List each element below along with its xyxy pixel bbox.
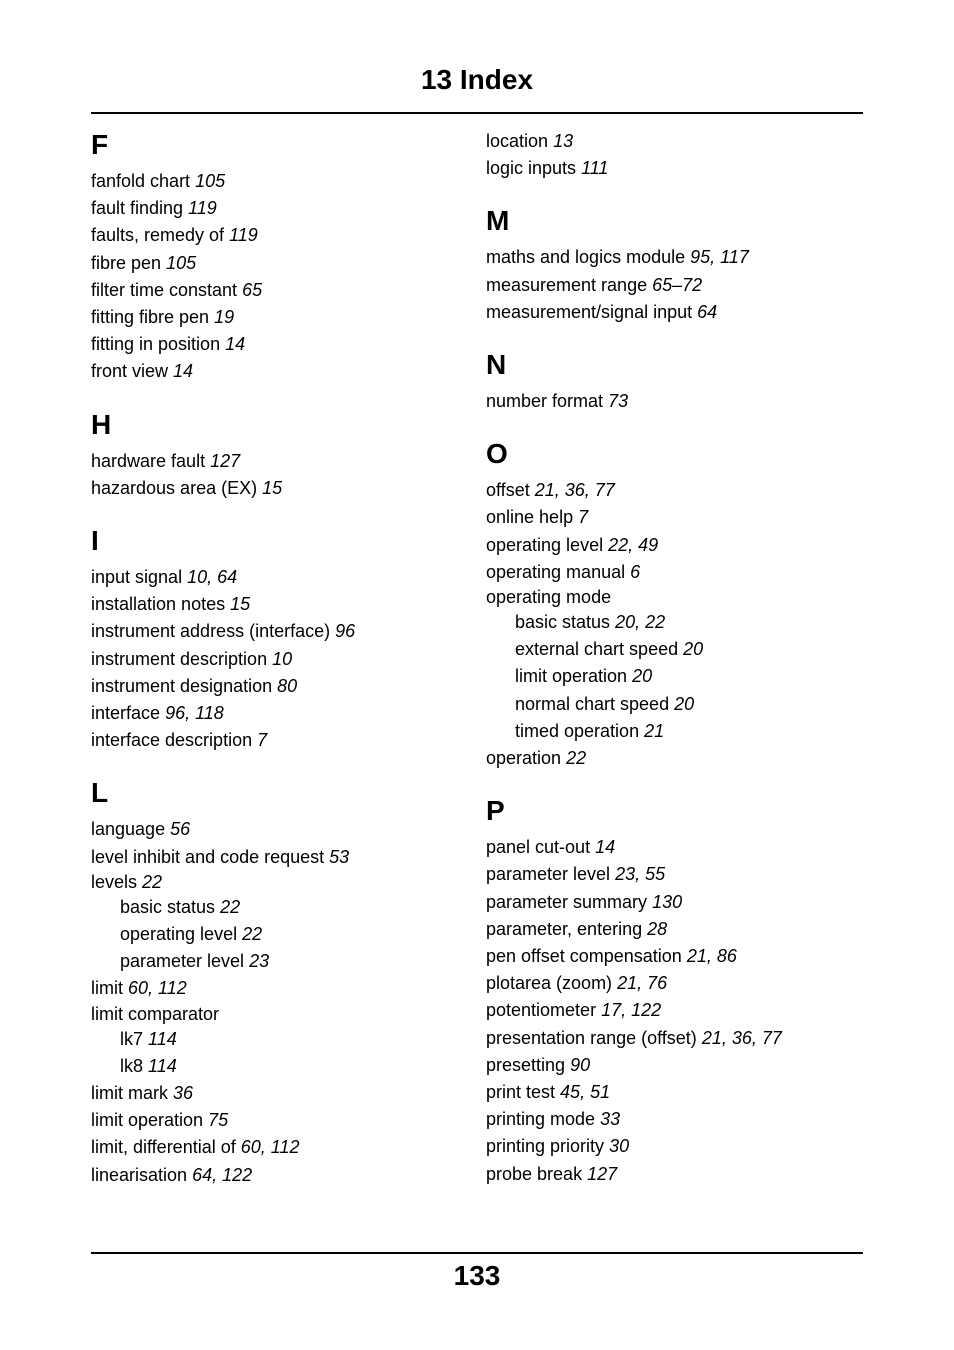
entry-term: linearisation bbox=[91, 1164, 188, 1185]
entry-term: installation notes bbox=[91, 594, 226, 615]
index-entry bbox=[486, 834, 886, 861]
index-entry bbox=[486, 889, 886, 916]
entry-page-refs: 7 bbox=[257, 730, 268, 751]
entry-term: filter time constant bbox=[91, 279, 238, 300]
entry-page-refs: 56 bbox=[170, 819, 191, 840]
index-entry bbox=[91, 1003, 461, 1026]
index-entry bbox=[91, 673, 461, 700]
entry-term: offset bbox=[486, 480, 530, 501]
entry-term: operating manual bbox=[486, 561, 626, 582]
entry-term: online help bbox=[486, 507, 574, 528]
entry-page-refs: 22 bbox=[142, 871, 163, 892]
entry-term: lk8 bbox=[120, 1055, 144, 1076]
index-entry bbox=[91, 331, 461, 358]
section-letter: I bbox=[91, 525, 99, 557]
index-subentry bbox=[486, 691, 886, 718]
index-entry bbox=[486, 1079, 886, 1106]
index-subentry bbox=[486, 609, 886, 636]
index-entry bbox=[486, 504, 886, 531]
footer-divider bbox=[91, 1252, 863, 1254]
entry-term: level inhibit and code request bbox=[91, 846, 325, 867]
index-entry bbox=[91, 277, 461, 304]
entry-term: location bbox=[486, 131, 549, 151]
index-section-l bbox=[91, 776, 461, 1188]
entry-term: basic status bbox=[515, 612, 611, 633]
entry-page-refs: 114 bbox=[148, 1055, 177, 1076]
index-entry bbox=[486, 155, 886, 182]
entry-page-refs: 21, 36, 77 bbox=[701, 1027, 782, 1048]
entry-page-refs: 45, 51 bbox=[560, 1082, 611, 1103]
index-entry bbox=[486, 244, 886, 271]
entry-term: parameter summary bbox=[486, 891, 648, 912]
entry-page-refs: 96, 118 bbox=[165, 703, 224, 724]
index-subentry bbox=[91, 1053, 461, 1080]
entry-term: printing priority bbox=[486, 1136, 605, 1157]
index-column-right bbox=[486, 128, 886, 1210]
entry-term: hazardous area (EX) bbox=[91, 477, 258, 498]
entry-page-refs: 114 bbox=[148, 1028, 177, 1049]
entry-term: fanfold chart bbox=[91, 171, 191, 191]
entry-term: basic status bbox=[120, 896, 216, 917]
index-entry bbox=[91, 222, 461, 249]
index-entry bbox=[486, 997, 886, 1024]
index-subentry bbox=[91, 1026, 461, 1053]
entry-term: limit, differential of bbox=[91, 1137, 236, 1158]
index-entry bbox=[486, 477, 886, 504]
entry-page-refs: 7 bbox=[578, 507, 589, 528]
entry-term: fault finding bbox=[91, 198, 184, 219]
entry-page-refs: 20 bbox=[674, 693, 695, 714]
page-title: 13 Index bbox=[420, 64, 534, 95]
entry-term: levels bbox=[91, 871, 138, 892]
index-entry bbox=[486, 388, 886, 415]
entry-page-refs: 64 bbox=[697, 301, 718, 322]
index-subentry bbox=[486, 636, 886, 663]
section-letter: F bbox=[91, 129, 109, 160]
index-entry bbox=[91, 1107, 461, 1134]
entry-term: parameter level bbox=[120, 951, 245, 972]
index-entry bbox=[486, 916, 886, 943]
entry-page-refs: 14 bbox=[225, 334, 246, 355]
entry-term: instrument description bbox=[91, 648, 268, 669]
entry-term: print test bbox=[486, 1082, 556, 1103]
entry-page-refs: 65–72 bbox=[652, 274, 703, 295]
entry-term: limit comparator bbox=[91, 1003, 220, 1024]
entry-term: probe break bbox=[486, 1163, 583, 1184]
entry-term: instrument designation bbox=[91, 675, 273, 696]
entry-term: limit operation bbox=[515, 666, 628, 687]
entry-term: limit operation bbox=[91, 1110, 204, 1131]
section-letter: O bbox=[486, 438, 508, 470]
index-entry bbox=[486, 559, 886, 586]
index-entry bbox=[91, 646, 461, 673]
index-entry bbox=[486, 586, 886, 609]
index-entry bbox=[486, 1133, 886, 1160]
index-entry bbox=[486, 745, 886, 772]
section-letter: L bbox=[91, 777, 109, 809]
entry-term: parameter level bbox=[486, 864, 611, 885]
entry-page-refs: 22, 49 bbox=[608, 534, 659, 555]
entry-term: fitting fibre pen bbox=[91, 307, 210, 328]
index-entry bbox=[91, 1134, 461, 1161]
section-letter: P bbox=[486, 795, 505, 827]
entry-term: normal chart speed bbox=[515, 693, 670, 714]
entry-page-refs: 90 bbox=[570, 1054, 591, 1075]
entry-page-refs: 15 bbox=[230, 594, 251, 615]
entry-page-refs: 28 bbox=[647, 918, 668, 939]
index-entry bbox=[486, 272, 886, 299]
entry-page-refs: 20 bbox=[683, 639, 704, 660]
index-entry bbox=[91, 250, 461, 277]
entry-page-refs: 6 bbox=[630, 561, 641, 582]
entry-page-refs: 127 bbox=[587, 1163, 618, 1184]
entry-term: logic inputs bbox=[486, 158, 577, 179]
entry-page-refs: 119 bbox=[188, 198, 217, 219]
index-entry bbox=[91, 871, 461, 894]
entry-page-refs: 23, 55 bbox=[615, 864, 666, 885]
entry-page-refs: 20 bbox=[632, 666, 653, 687]
entry-term: hardware fault bbox=[91, 450, 206, 471]
index-entry bbox=[486, 299, 886, 326]
index-subentry bbox=[486, 718, 886, 745]
entry-term: operating level bbox=[486, 534, 604, 555]
entry-term: maths and logics module bbox=[486, 247, 686, 268]
entry-page-refs: 105 bbox=[166, 252, 197, 273]
entry-page-refs: 10, 64 bbox=[187, 567, 238, 588]
entry-page-refs: 105 bbox=[195, 171, 226, 191]
entry-term: potentiometer bbox=[486, 1000, 597, 1021]
index-entry bbox=[486, 1106, 886, 1133]
entry-term: interface description bbox=[91, 730, 253, 751]
entry-page-refs: 22 bbox=[220, 896, 241, 917]
entry-page-refs: 22 bbox=[566, 748, 587, 769]
index-subentry bbox=[91, 921, 461, 948]
index-section-m bbox=[486, 204, 886, 326]
entry-term: interface bbox=[91, 703, 161, 724]
index-entry bbox=[91, 591, 461, 618]
entry-term: panel cut-out bbox=[486, 837, 591, 858]
entry-term: timed operation bbox=[515, 720, 640, 741]
index-entry bbox=[91, 448, 461, 475]
entry-page-refs: 15 bbox=[262, 477, 283, 498]
index-entry bbox=[91, 975, 461, 1002]
entry-page-refs: 33 bbox=[600, 1109, 621, 1130]
entry-page-refs: 14 bbox=[173, 361, 194, 382]
entry-page-refs: 13 bbox=[553, 131, 574, 151]
entry-page-refs: 14 bbox=[595, 837, 616, 858]
entry-term: fibre pen bbox=[91, 252, 162, 273]
entry-term: language bbox=[91, 819, 166, 840]
entry-term: operating mode bbox=[486, 587, 612, 608]
index-subentry bbox=[91, 894, 461, 921]
section-letter: M bbox=[486, 205, 510, 237]
index-section-n bbox=[486, 348, 886, 415]
entry-term: faults, remedy of bbox=[91, 225, 225, 246]
index-entry bbox=[91, 618, 461, 645]
entry-page-refs: 119 bbox=[229, 225, 258, 246]
index-entry bbox=[91, 358, 461, 385]
index-section-p bbox=[486, 794, 886, 1188]
entry-page-refs: 23 bbox=[249, 951, 270, 972]
entry-page-refs: 20, 22 bbox=[615, 612, 666, 633]
entry-term: lk7 bbox=[120, 1028, 144, 1049]
index-entry bbox=[91, 816, 461, 843]
entry-page-refs: 21, 36, 77 bbox=[534, 480, 615, 501]
index-entry bbox=[91, 564, 461, 591]
entry-term: measurement range bbox=[486, 274, 648, 295]
entry-page-refs: 10 bbox=[272, 648, 293, 669]
entry-page-refs: 95, 117 bbox=[690, 247, 749, 268]
entry-page-refs: 75 bbox=[208, 1110, 229, 1131]
entry-term: plotarea (zoom) bbox=[486, 973, 613, 994]
entry-term: operation bbox=[486, 748, 562, 769]
index-section-o bbox=[486, 437, 886, 772]
index-entry bbox=[486, 1052, 886, 1079]
index-entry bbox=[91, 727, 461, 754]
index-entry bbox=[91, 844, 461, 871]
entry-term: presetting bbox=[486, 1054, 566, 1075]
index-entry bbox=[91, 1080, 461, 1107]
entry-page-refs: 21, 86 bbox=[686, 946, 737, 967]
entry-page-refs: 36 bbox=[173, 1083, 194, 1104]
index-section-h bbox=[91, 408, 461, 502]
index-entry bbox=[486, 970, 886, 997]
entry-term: parameter, entering bbox=[486, 918, 643, 939]
index-entry bbox=[91, 168, 461, 195]
index-entry bbox=[91, 1162, 461, 1189]
index-entry bbox=[486, 943, 886, 970]
entry-page-refs: 21 bbox=[644, 720, 665, 741]
entry-page-refs: 111 bbox=[581, 158, 609, 179]
index-column-left bbox=[91, 128, 461, 1211]
index-section-f bbox=[91, 128, 461, 386]
entry-term: front view bbox=[91, 361, 169, 382]
entry-page-refs: 127 bbox=[210, 450, 241, 471]
index-section-i bbox=[91, 524, 461, 754]
entry-term: printing mode bbox=[486, 1109, 596, 1130]
section-letter: N bbox=[486, 349, 507, 381]
entry-page-refs: 64, 122 bbox=[192, 1164, 253, 1185]
entry-term: limit mark bbox=[91, 1083, 168, 1104]
index-entry bbox=[486, 1025, 886, 1052]
index-subentry bbox=[486, 663, 886, 690]
entry-page-refs: 60, 112 bbox=[240, 1137, 300, 1158]
entry-page-refs: 53 bbox=[329, 846, 350, 867]
entry-page-refs: 80 bbox=[277, 675, 298, 696]
entry-page-refs: 22 bbox=[242, 924, 263, 945]
entry-term: external chart speed bbox=[515, 639, 679, 660]
entry-term: fitting in position bbox=[91, 334, 221, 355]
entry-term: pen offset compensation bbox=[486, 946, 682, 967]
entry-term: number format bbox=[486, 391, 604, 412]
header-divider bbox=[91, 112, 863, 114]
index-entry bbox=[91, 700, 461, 727]
index-entry bbox=[486, 861, 886, 888]
index-entry bbox=[486, 128, 886, 155]
index-subentry bbox=[91, 948, 461, 975]
section-letter: H bbox=[91, 408, 112, 440]
index-section-l-continued bbox=[486, 128, 886, 182]
entry-page-refs: 60, 112 bbox=[128, 978, 187, 999]
index-entry bbox=[91, 475, 461, 502]
entry-term: limit bbox=[91, 978, 123, 999]
entry-page-refs: 96 bbox=[335, 621, 356, 642]
entry-term: operating level bbox=[120, 924, 238, 945]
entry-page-refs: 73 bbox=[608, 391, 629, 412]
entry-page-refs: 21, 76 bbox=[617, 973, 668, 994]
entry-page-refs: 19 bbox=[214, 307, 235, 328]
index-entry bbox=[91, 195, 461, 222]
page-number: 133 bbox=[453, 1260, 501, 1291]
entry-term: input signal bbox=[91, 567, 183, 588]
entry-page-refs: 130 bbox=[652, 891, 683, 912]
index-entry bbox=[91, 304, 461, 331]
entry-page-refs: 30 bbox=[609, 1136, 630, 1157]
entry-page-refs: 17, 122 bbox=[601, 1000, 662, 1021]
index-entry bbox=[486, 532, 886, 559]
entry-term: measurement/signal input bbox=[486, 301, 693, 322]
entry-page-refs: 65 bbox=[242, 279, 263, 300]
index-entry bbox=[486, 1161, 886, 1188]
entry-term: instrument address (interface) bbox=[91, 621, 331, 642]
entry-term: presentation range (offset) bbox=[486, 1027, 697, 1048]
